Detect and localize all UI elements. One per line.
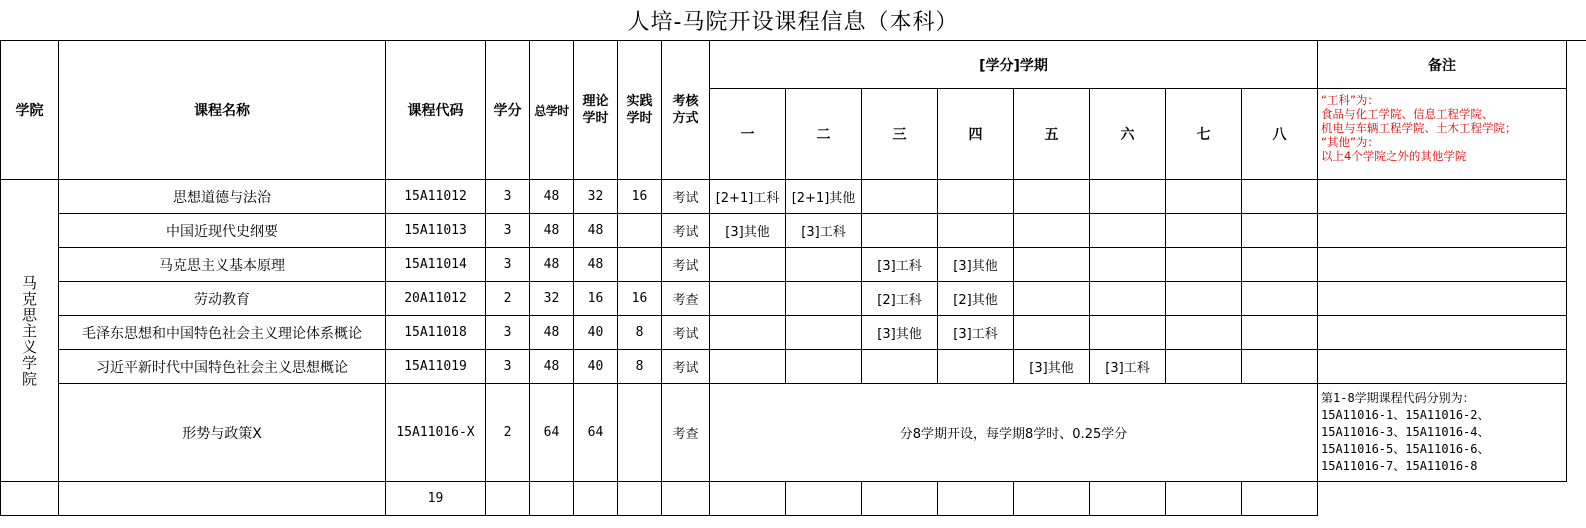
semester-cell-3 (862, 180, 938, 214)
empty-cell (1090, 482, 1166, 516)
table-row-situation-policy (1, 384, 1567, 482)
header-semester-5: 五 (1014, 89, 1090, 180)
course-code (59, 482, 386, 516)
semester-cell-1 (710, 316, 786, 350)
header-note: “工科”为： 食品与化工学院、信息工程学院、 机电与车辆工程学院、土木工程学院； “其他”为： 以上4个学院之外的其他学院 (1318, 89, 1567, 180)
semester-cell-3 (862, 214, 938, 248)
semester-cell-8 (1242, 282, 1318, 316)
remarks-cell (1242, 482, 1318, 516)
course-code: 15A11016-X (386, 384, 486, 482)
assessment-cell: 考查 (662, 384, 710, 482)
header-semester-4: 四 (938, 89, 1014, 180)
empty-cell (862, 482, 938, 516)
practice-hours-cell (618, 248, 662, 282)
empty-cell (710, 482, 786, 516)
course-code: 20A11012 (386, 282, 486, 316)
empty-cell (486, 482, 530, 516)
remarks-cell (1318, 282, 1567, 316)
header-semester-group: [学分]学期 (710, 41, 1318, 89)
semester-cell-4: [3]其他 (938, 248, 1014, 282)
header-row-1 (1, 41, 1567, 89)
theory-hours-cell: 32 (574, 180, 618, 214)
remarks-cell (1318, 316, 1567, 350)
empty-cell (662, 482, 710, 516)
semester-cell-5: [3]其他 (1014, 350, 1090, 384)
total-hours-cell: 32 (530, 282, 574, 316)
semester-cell-4: [3]工科 (938, 316, 1014, 350)
credit-cell: 3 (486, 350, 530, 384)
semester-cell-5 (1014, 316, 1090, 350)
semester-cell-6 (1090, 180, 1166, 214)
semester-cell-8 (1242, 214, 1318, 248)
semester-cell-7 (1166, 214, 1242, 248)
semester-cell-3: [3]其他 (862, 316, 938, 350)
college-name: 马克思主义学院 (20, 274, 38, 387)
header-semester-8: 八 (1242, 89, 1318, 180)
table-row (1, 282, 1567, 316)
semester-cell-2: [3]工科 (786, 214, 862, 248)
practice-hours-cell: 16 (618, 180, 662, 214)
header-semester-6: 六 (1090, 89, 1166, 180)
header-remarks: 备注 (1318, 41, 1567, 89)
table-row (1, 214, 1567, 248)
remarks-line: 15A11016-1、15A11016-2、 (1321, 408, 1490, 422)
credit-cell: 3 (486, 214, 530, 248)
practice-hours-cell (618, 384, 662, 482)
total-hours-cell: 48 (530, 214, 574, 248)
header-college: 学院 (1, 41, 59, 180)
credit-cell: 3 (486, 316, 530, 350)
practice-hours-cell: 16 (618, 282, 662, 316)
semester-cell-2 (786, 282, 862, 316)
empty-cell (938, 482, 1014, 516)
semester-cell-3: [3]工科 (862, 248, 938, 282)
table-row (1, 316, 1567, 350)
course-code: 15A11018 (386, 316, 486, 350)
assessment-cell: 考试 (662, 180, 710, 214)
semester-cell-1 (710, 282, 786, 316)
theory-hours-cell: 48 (574, 248, 618, 282)
table-row (1, 248, 1567, 282)
header-course-name: 课程名称 (59, 41, 386, 180)
semester-cell-5 (1014, 180, 1090, 214)
remarks-cell (1318, 214, 1567, 248)
table-row-total (1, 482, 1567, 516)
header-semester-2: 二 (786, 89, 862, 180)
course-name: 思想道德与法治 (59, 180, 386, 214)
course-code: 15A11014 (386, 248, 486, 282)
college-cell (1, 180, 59, 482)
total-hours-cell: 48 (530, 180, 574, 214)
semester-cell-4: [2]其他 (938, 282, 1014, 316)
total-hours-cell: 64 (530, 384, 574, 482)
empty-cell (530, 482, 574, 516)
empty-cell (1014, 482, 1090, 516)
semester-cell-2: [2+1]其他 (786, 180, 862, 214)
semester-cell-5 (1014, 248, 1090, 282)
assessment-cell: 考试 (662, 350, 710, 384)
remarks-cell (1318, 180, 1567, 214)
course-name: 毛泽东思想和中国特色社会主义理论体系概论 (59, 316, 386, 350)
sheet-title: 人培-马院开设课程信息（本科） (0, 0, 1586, 41)
semester-span-cell: 分8学期开设，每学期8学时、0.25学分 (710, 384, 1318, 482)
table-row (1, 350, 1567, 384)
course-code: 15A11019 (386, 350, 486, 384)
semester-cell-8 (1242, 180, 1318, 214)
course-name: 习近平新时代中国特色社会主义思想概论 (59, 350, 386, 384)
empty-cell (1166, 482, 1242, 516)
empty-cell (574, 482, 618, 516)
header-semester-7: 七 (1166, 89, 1242, 180)
total-credit-cell: 19 (386, 482, 486, 516)
semester-cell-1 (710, 248, 786, 282)
theory-hours-cell: 64 (574, 384, 618, 482)
header-total-hours: 总学时 (530, 41, 574, 180)
course-name: 劳动教育 (59, 282, 386, 316)
semester-cell-2 (786, 248, 862, 282)
semester-cell-7 (1166, 350, 1242, 384)
semester-cell-2 (786, 350, 862, 384)
semester-cell-5 (1014, 214, 1090, 248)
course-name: 形势与政策X (59, 384, 386, 482)
credit-cell: 2 (486, 384, 530, 482)
header-course-code: 课程代码 (386, 41, 486, 180)
assessment-cell: 考查 (662, 282, 710, 316)
course-code: 15A11013 (386, 214, 486, 248)
course-name (1, 482, 59, 516)
header-assessment: 考核 方式 (662, 41, 710, 180)
theory-hours-cell: 40 (574, 350, 618, 384)
remarks-cell (1318, 384, 1567, 482)
header-semester-1: 一 (710, 89, 786, 180)
theory-hours-cell: 48 (574, 214, 618, 248)
practice-hours-cell: 8 (618, 350, 662, 384)
practice-hours-cell (618, 214, 662, 248)
course-name: 马克思主义基本原理 (59, 248, 386, 282)
table-row (1, 180, 1567, 214)
assessment-cell: 考试 (662, 214, 710, 248)
semester-cell-1 (710, 350, 786, 384)
course-table (0, 40, 1567, 516)
practice-hours-cell: 8 (618, 316, 662, 350)
empty-cell (618, 482, 662, 516)
assessment-cell: 考试 (662, 248, 710, 282)
semester-cell-6 (1090, 316, 1166, 350)
credit-cell: 2 (486, 282, 530, 316)
course-code: 15A11012 (386, 180, 486, 214)
semester-cell-6 (1090, 282, 1166, 316)
semester-cell-4 (938, 180, 1014, 214)
assessment-cell: 考试 (662, 316, 710, 350)
remarks-cell (1318, 248, 1567, 282)
semester-cell-6 (1090, 214, 1166, 248)
header-credit: 学分 (486, 41, 530, 180)
header-practice-hours: 实践 学时 (618, 41, 662, 180)
semester-cell-1: [3]其他 (710, 214, 786, 248)
credit-cell: 3 (486, 248, 530, 282)
semester-cell-1: [2+1]工科 (710, 180, 786, 214)
semester-cell-7 (1166, 282, 1242, 316)
semester-cell-7 (1166, 316, 1242, 350)
total-hours-cell: 48 (530, 248, 574, 282)
course-name: 中国近现代史纲要 (59, 214, 386, 248)
semester-cell-6: [3]工科 (1090, 350, 1166, 384)
credit-cell: 3 (486, 180, 530, 214)
total-hours-cell: 48 (530, 350, 574, 384)
semester-cell-7 (1166, 180, 1242, 214)
semester-cell-2 (786, 316, 862, 350)
header-theory-hours: 理论 学时 (574, 41, 618, 180)
semester-cell-6 (1090, 248, 1166, 282)
remarks-line: 15A11016-3、15A11016-4、 (1321, 425, 1490, 439)
total-hours-cell: 48 (530, 316, 574, 350)
semester-cell-4 (938, 214, 1014, 248)
semester-cell-8 (1242, 350, 1318, 384)
remarks-line: 第1-8学期课程代码分别为： (1321, 391, 1475, 405)
remarks-line: 15A11016-7、15A11016-8 (1321, 459, 1478, 473)
semester-cell-8 (1242, 248, 1318, 282)
semester-cell-5 (1014, 282, 1090, 316)
remarks-cell (1318, 350, 1567, 384)
header-semester-3: 三 (862, 89, 938, 180)
semester-cell-8 (1242, 316, 1318, 350)
theory-hours-cell: 40 (574, 316, 618, 350)
empty-cell (786, 482, 862, 516)
semester-cell-7 (1166, 248, 1242, 282)
theory-hours-cell: 16 (574, 282, 618, 316)
semester-cell-4 (938, 350, 1014, 384)
semester-cell-3 (862, 350, 938, 384)
semester-cell-3: [2]工科 (862, 282, 938, 316)
remarks-line: 15A11016-5、15A11016-6、 (1321, 442, 1490, 456)
